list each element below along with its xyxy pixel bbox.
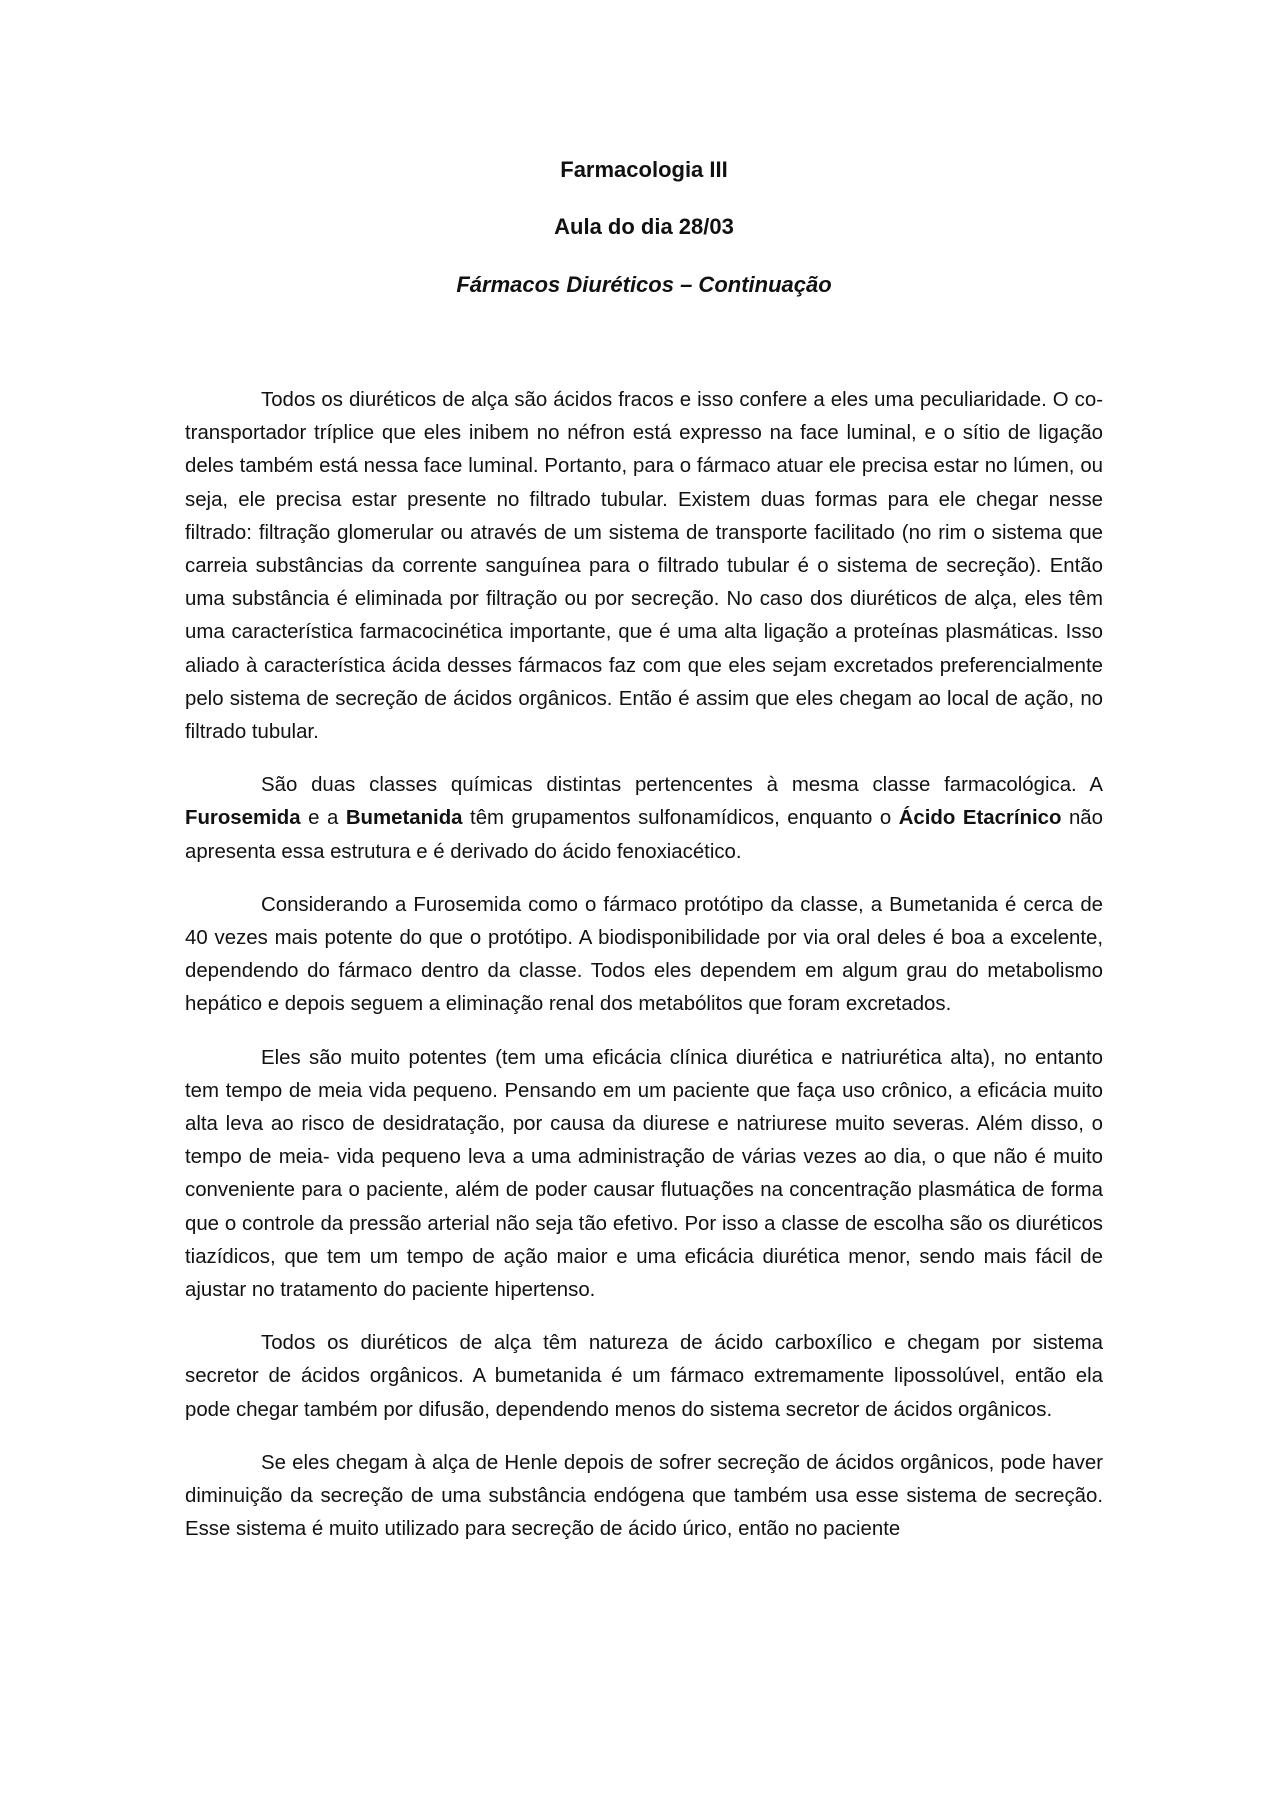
- paragraph-5: Todos os diuréticos de alça têm natureza de ácido carboxílico e chegam por sistema secretor de ácidos orgânicos. A bumetanida é um fármaco extremamente lipossolúvel, então ela pode chegar também por difusão, dependendo menos do sistema secretor de ácidos orgânicos.: [185, 1332, 1103, 1421]
- document-body: [185, 384, 1103, 1567]
- document-subtitle: Fármacos Diuréticos – Continuação: [456, 272, 832, 297]
- paragraph-4: Eles são muito potentes (tem uma eficácia clínica diurética e natriurética alta), no entanto tem tempo de meia vida pequeno. Pensando em um paciente que faça uso crônico, a eficácia muito alta leva ao risco de desidratação, por causa da diurese e natriurese muito severas. Além disso, o tempo de meia- vida pequeno leva a uma administração de várias vezes ao dia, o que não é muito conveniente para o paciente, além de poder causar flutuações na concentração plasmática de forma que o controle da pressão arterial não seja tão efetivo. Por isso a classe de escolha são os diuréticos tiazídicos, que tem um tempo de ação maior e uma eficácia diurética menor, sendo mais fácil de ajustar no tratamento do paciente hipertenso.: [185, 1046, 1103, 1302]
- drug-name-acido-etacrinico: Ácido Etacrínico: [898, 807, 1062, 830]
- lecture-date: Aula do dia 28/03: [554, 214, 734, 239]
- paragraph-2: [185, 769, 1103, 869]
- drug-name-furosemida: Furosemida: [185, 807, 301, 830]
- paragraph-2-text-2: e a: [300, 807, 346, 830]
- paragraph-3: Considerando a Furosemida como o fármaco protótipo da classe, a Bumetanida é cerca de 40 vezes mais potente do que o protótipo. A biodisponibilidade por via oral deles é boa a excelente, dependendo do fármaco dentro da classe. Todos eles dependem em algum grau do metabolismo hepático e depois seguem a eliminação renal dos metabólitos que foram excretados.: [185, 893, 1103, 1016]
- document-title: Farmacologia III: [560, 157, 728, 182]
- drug-name-bumetanida: Bumetanida: [345, 807, 463, 830]
- paragraph-6: Se eles chegam à alça de Henle depois de sofrer secreção de ácidos orgânicos, pode haver diminuição da secreção de uma substância endógena que também usa esse sistema de secreção. Esse sistema é muito utilizado para secreção de ácido úrico, então no paciente: [185, 1451, 1103, 1541]
- paragraph-2-text-4: não apresenta essa estrutura e é derivado do ácido fenoxiacético.: [185, 807, 1103, 863]
- paragraph-2-text-1: São duas classes químicas distintas pertencentes à mesma classe farmacológica. A: [261, 774, 1103, 797]
- paragraph-2-text-3: têm grupamentos sulfonamídicos, enquanto o: [462, 807, 899, 830]
- paragraph-1: Todos os diuréticos de alça são ácidos fracos e isso confere a eles uma peculiaridade. O co-transportador tríplice que eles inibem no néfron está expresso na face luminal, e o sítio de ligação deles também está nessa face luminal. Portanto, para o fármaco atuar ele precisa estar no lúmen, ou seja, ele precisa estar presente no filtrado tubular. Existem duas formas para ele chegar nesse filtrado: filtração glomerular ou através de um sistema de transporte facilitado (no rim o sistema que carreia substâncias da corrente sanguínea para o filtrado tubular é o sistema de secreção). Então uma substância é eliminada por filtração ou por secreção. No caso dos diuréticos de alça, eles têm uma característica farmacocinética importante, que é uma alta ligação a proteínas plasmáticas. Isso aliado à característica ácida desses fármacos faz com que eles sejam excretados preferencialmente pelo sistema de secreção de ácidos orgânicos. Então é assim que eles chegam ao local de ação, no filtrado tubular.: [185, 389, 1103, 744]
